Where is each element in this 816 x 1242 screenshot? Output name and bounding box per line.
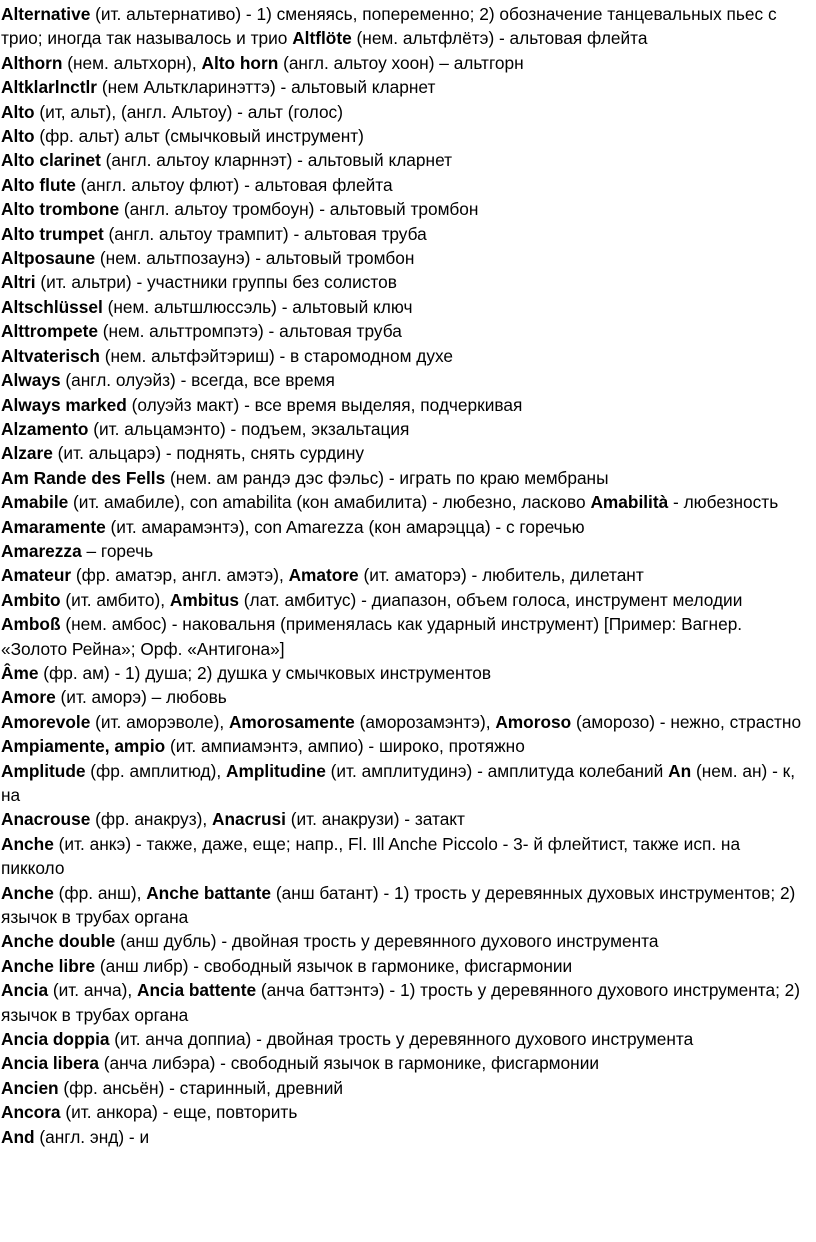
dictionary-entry	[1, 710, 806, 734]
entry-term: Altklarlnctlr	[1, 77, 98, 98]
dictionary-entry	[1, 1076, 806, 1100]
dictionary-entry	[1, 515, 806, 539]
entry-definition: (лат. амбитус) - диапазон, объем голоса, инструмент мелодии	[239, 589, 743, 610]
dictionary-entry	[1, 807, 806, 831]
entry-definition: (фр. ансьён) - старинный, древний	[58, 1077, 344, 1098]
entry-definition: (нем. альтхорн),	[62, 52, 202, 73]
entry-term: Ancia battente	[137, 980, 257, 1001]
entry-term: Anche	[1, 882, 54, 903]
entry-term: Alzare	[1, 443, 53, 464]
dictionary-entry	[1, 832, 806, 881]
entry-definition: (ит. анкора) - еще, повторить	[60, 1102, 298, 1123]
entry-term: Always	[1, 370, 61, 391]
entry-definition: (нем. альтфэйтэриш) - в старомодном духе	[99, 345, 454, 366]
entry-definition: (ит. альтри) - участники группы без солистов	[35, 272, 397, 293]
dictionary-entry	[1, 466, 806, 490]
dictionary-entry	[1, 685, 806, 709]
entry-definition: (фр. анш),	[53, 882, 147, 903]
entry-definition: (нем. альттромпэтэ) - альтовая труба	[97, 321, 402, 342]
entry-term: Ancia doppia	[1, 1029, 110, 1050]
entry-term: Amplitudine	[226, 760, 326, 781]
dictionary-entry	[1, 929, 806, 953]
entry-term: Alto	[1, 101, 35, 122]
dictionary-entry	[1, 661, 806, 685]
entry-term: Altposaune	[1, 248, 96, 269]
entry-term: Amabilità	[590, 492, 669, 513]
entry-term: Anche libre	[1, 955, 96, 976]
dictionary-entry	[1, 319, 806, 343]
dictionary-entry	[1, 1125, 806, 1149]
entry-term: Amateur	[1, 565, 72, 586]
entry-definition: (ит. аморэволе),	[90, 711, 229, 732]
dictionary-entry	[1, 344, 806, 368]
entry-definition: (ит. анча доппиа) - двойная трость у деревянного духового инструмента	[109, 1029, 694, 1050]
entry-definition: (олуэйз макт) - все время выделяя, подчеркивая	[126, 394, 523, 415]
entry-definition: (англ. олуэйз) - всегда, все время	[60, 370, 335, 391]
entry-term: Alto horn	[201, 52, 279, 73]
entry-term: Always marked	[1, 394, 127, 415]
entry-definition: (анча либэра) - свободный язычок в гармонике, фисгармонии	[98, 1053, 600, 1074]
dictionary-entry	[1, 222, 806, 246]
entry-definition: (ит. амбито),	[60, 589, 170, 610]
entry-definition: (англ. альтоу тромбоун) - альтовый тромбон	[119, 199, 479, 220]
entry-term: Altri	[1, 272, 36, 293]
entry-definition: (фр. амплитюд),	[85, 760, 226, 781]
entry-definition: (англ. альтоу хоон) – альтгорн	[278, 52, 524, 73]
entry-definition: (ит. амарамэнтэ), con Amarezza (кон амарэцца) - с горечью	[105, 516, 585, 537]
entry-definition: (англ. альтоу кларннэт) - альтовый кларнет	[100, 150, 453, 171]
entry-term: Amorosamente	[228, 711, 355, 732]
entry-term: Alto trumpet	[1, 223, 104, 244]
entry-term: Amorevole	[1, 711, 91, 732]
dictionary-entry	[1, 51, 806, 75]
entry-term: And	[1, 1126, 35, 1147]
entry-term: Amatore	[288, 565, 359, 586]
entry-term: Ancia libera	[1, 1053, 99, 1074]
entry-term: Ambito	[1, 589, 61, 610]
entry-term: Amboß	[1, 614, 61, 635]
entry-definition: (анш либр) - свободный язычок в гармонике, фисгармонии	[95, 955, 573, 976]
entry-definition: (англ. альтоу флют) - альтовая флейта	[75, 174, 393, 195]
entry-definition: - любезность	[668, 492, 779, 513]
dictionary-entry	[1, 588, 806, 612]
entry-term: Am Rande des Fells	[1, 467, 166, 488]
entry-term: Alternative	[1, 4, 91, 24]
dictionary-entry	[1, 612, 806, 661]
entry-definition: (анш дубль) - двойная трость у деревянного духового инструмента	[115, 931, 659, 952]
dictionary-entry	[1, 75, 806, 99]
dictionary-entry	[1, 1027, 806, 1051]
dictionary-entry	[1, 124, 806, 148]
dictionary-entry	[1, 441, 806, 465]
entry-term: Alttrompete	[1, 321, 98, 342]
dictionary-entry	[1, 368, 806, 392]
entry-definition: (ит. аматорэ) - любитель, дилетант	[358, 565, 644, 586]
dictionary-entry	[1, 417, 806, 441]
entry-term: Ancia	[1, 980, 49, 1001]
entry-term: Alto clarinet	[1, 150, 101, 171]
entry-term: Altschlüssel	[1, 296, 103, 317]
entry-definition: (ит. альцарэ) - поднять, снять сурдину	[52, 443, 365, 464]
entry-term: Altflöte	[292, 28, 352, 49]
entry-term: Amoroso	[495, 711, 572, 732]
entry-term: Amabile	[1, 492, 69, 513]
dictionary-entry	[1, 148, 806, 172]
entry-definition: (аморозо) - нежно, страстно	[571, 711, 802, 732]
entry-definition: (нем. ан) - к, на	[1, 760, 796, 805]
entry-definition: (нем. амбос) - наковальня (применялась как ударный инструмент) [Пример: Вагнер. «Золото Рейна»; Орф. «Антигона»]	[1, 614, 743, 659]
dictionary-entry	[1, 539, 806, 563]
dictionary-entry	[1, 197, 806, 221]
entry-term: Âme	[1, 662, 39, 683]
entry-definition: (англ. альтоу трампит) - альтовая труба	[103, 223, 427, 244]
entry-term: Ambitus	[169, 589, 239, 610]
entry-definition: (ит. анкэ) - также, даже, еще; напр., Fl. Ill Anche Piccolo - 3- й флейтист, также исп. на пикколо	[1, 833, 741, 879]
entry-term: Anacrouse	[1, 809, 91, 830]
entry-term: Ancien	[1, 1077, 59, 1098]
dictionary-entry	[1, 759, 806, 808]
entry-definition: (ит. аморэ) – любовь	[55, 687, 227, 708]
entry-term: Anacrusi	[211, 809, 286, 830]
dictionary-entry	[1, 978, 806, 1027]
entry-definition: (нем Альткларинэттэ) - альтовый кларнет	[97, 77, 436, 98]
entry-definition: (ит. альтернативо) - 1) сменяясь, попеременно; 2) обозначение танцевальных пьес с трио; иногда так называлось и трио	[1, 4, 777, 49]
entry-definition: (фр. аматэр, англ. амэтэ),	[71, 565, 289, 586]
dictionary-entry	[1, 881, 806, 930]
entry-definition: (ит. анча),	[48, 980, 137, 1001]
entry-term: Alzamento	[1, 418, 89, 439]
entry-definition: (анча баттэнтэ) - 1) трость у деревянного духового инструмента; 2) язычок в трубах органа	[1, 980, 801, 1025]
dictionary-entry	[1, 100, 806, 124]
entry-definition: (ит, альт), (англ. Альтоу) - альт (голос)	[34, 101, 343, 122]
dictionary-entry	[1, 246, 806, 270]
entry-definition: – горечь	[81, 540, 154, 561]
entry-definition: (ит. амплитудинэ) - амплитуда колебаний	[325, 760, 669, 781]
dictionary-entry	[1, 1100, 806, 1124]
dictionary-entry	[1, 393, 806, 417]
dictionary-entry	[1, 734, 806, 758]
entry-definition: (англ. энд) - и	[34, 1126, 150, 1147]
entry-definition: (нем. альтфлётэ) - альтовая флейта	[351, 28, 648, 49]
entry-term: An	[668, 760, 692, 781]
entry-term: Alto trombone	[1, 199, 120, 220]
dictionary-entry	[1, 563, 806, 587]
entry-definition: (ит. анакрузи) - затакт	[285, 809, 465, 830]
entry-definition: (нем. ам рандэ дэс фэльс) - играть по краю мембраны	[165, 467, 609, 488]
entry-definition: (ит. амабиле), con amabilita (кон амабилита) - любезно, ласково	[68, 492, 591, 513]
entry-definition: (фр. ам) - 1) душа; 2) душка у смычковых инструментов	[38, 662, 492, 683]
entry-term: Ancora	[1, 1102, 61, 1123]
entry-definition: (анш батант) - 1) трость у деревянных духовых инструментов; 2) язычок в трубах органа	[1, 882, 796, 928]
entry-term: Anche battante	[146, 882, 272, 903]
dictionary-entry	[1, 1051, 806, 1075]
entry-definition: (нем. альтшлюссэль) - альтовый ключ	[102, 296, 413, 317]
entry-definition: (ит. альцамэнто) - подъем, экзальтация	[88, 418, 410, 439]
entry-definition: (ит. ампиамэнтэ, ампио) - широко, протяжно	[165, 736, 525, 757]
entry-term: Amarezza	[1, 540, 82, 561]
dictionary-entry	[1, 295, 806, 319]
entry-term: Amplitude	[1, 760, 86, 781]
dictionary-entry	[1, 173, 806, 197]
dictionary-entry	[1, 490, 806, 514]
entry-definition: (нем. альтпозаунэ) - альтовый тромбон	[95, 248, 415, 269]
entry-term: Alto	[1, 126, 35, 147]
dictionary-entry	[1, 2, 806, 51]
entry-term: Altvaterisch	[1, 345, 100, 366]
entry-definition: (аморозамэнтэ),	[354, 711, 496, 732]
entry-term: Anche	[1, 833, 54, 854]
entry-term: Althorn	[1, 52, 63, 73]
entry-term: Anche double	[1, 931, 116, 952]
entry-definition: (фр. альт) альт (смычковый инструмент)	[34, 126, 364, 147]
entry-term: Amaramente	[1, 516, 106, 537]
dictionary-entry	[1, 270, 806, 294]
entry-definition: (фр. анакруз),	[90, 809, 212, 830]
entry-term: Ampiamente, ampio	[1, 736, 166, 757]
dictionary-entry	[1, 954, 806, 978]
entry-term: Amore	[1, 687, 56, 708]
entry-term: Alto flute	[1, 174, 76, 195]
